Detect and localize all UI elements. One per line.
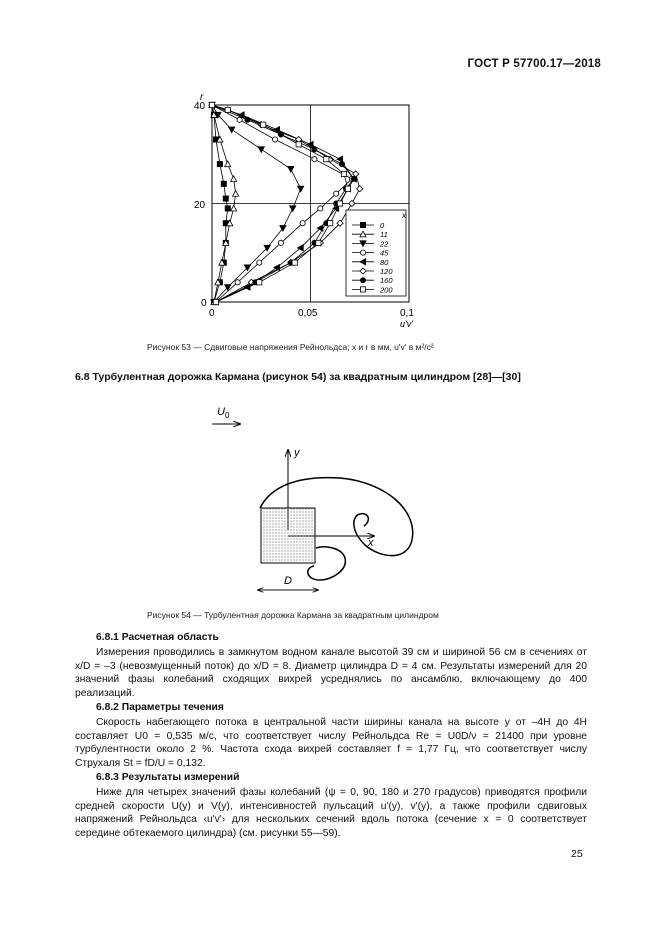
x-tick-label: 0,1	[400, 308, 414, 319]
y-axis-label: r	[200, 92, 204, 103]
data-point	[231, 205, 237, 211]
section-6-8-3-title: 6.8.3 Результаты измерений	[96, 772, 240, 783]
data-point	[225, 206, 230, 211]
data-point	[349, 200, 355, 206]
document-header: ГОСТ Р 57700.17—2018	[467, 58, 601, 70]
x-tick-label: 0	[209, 308, 215, 319]
legend-label: 0	[380, 221, 385, 230]
data-point	[237, 117, 242, 122]
karman-street-diagram	[200, 400, 420, 600]
data-point	[351, 176, 356, 181]
legend-title: x	[402, 211, 406, 220]
data-point	[225, 107, 230, 112]
data-point	[229, 127, 235, 133]
legend-marker	[360, 222, 365, 227]
chart-legend	[346, 210, 407, 296]
reynolds-stress-chart	[190, 88, 440, 330]
data-point	[258, 147, 264, 153]
section-6-8-title: 6.8 Турбулентная дорожка Кармана (рисунок 54) за квадратным цилиндром [28]—[30]	[75, 371, 521, 383]
square-cylinder	[261, 508, 315, 563]
data-point	[312, 157, 317, 162]
legend-label: 22	[380, 239, 389, 249]
data-point	[312, 147, 317, 152]
legend-label: 200	[380, 285, 393, 295]
data-point	[296, 142, 301, 147]
section-6-8-3-text: Ниже для четырех значений фазы колебаний (ψ = 0, 90, 180 и 270 градусов) приводятся профили средней скорости U(y) и V(y), интенсивностей пульсаций u'(y), v'(y), а также профили сдвиговых напряжений Рейнольдса ‹u'v'› для нескольких сечений вдоль потока (сечение x = 0 соответствует середине обтекаемого цилиндра) (см. рисунки 55—59).	[75, 787, 587, 839]
data-point	[316, 240, 321, 245]
section-6-8-1-title: 6.8.1 Расчетная область	[96, 632, 219, 643]
data-point	[290, 206, 296, 212]
legend-label: 120	[380, 267, 393, 276]
data-point	[223, 196, 228, 201]
data-point	[337, 201, 342, 206]
legend-label: 160	[380, 276, 393, 286]
legend-marker	[360, 278, 365, 283]
data-point	[345, 186, 350, 191]
legend-label: 11	[380, 230, 388, 240]
section-6-8-1-text: Измерения проводились в замкнутом водном канале высотой 39 см и шириной 56 см в сечениях от x/D = –3 (невозмущенный поток) до x/D = 8. Диаметр цилиндра D = 4 см. Результаты измерений для 20 значений фазы колебаний сходящих вихрей усреднялись по ансамблю, включающему до 400 реализаций.	[75, 647, 587, 699]
x-tick-label: 0,05	[298, 308, 318, 319]
data-point	[324, 157, 329, 162]
section-6-8-2-title: 6.8.2 Параметры течения	[96, 702, 224, 713]
data-point	[357, 186, 363, 192]
d-label: D	[284, 575, 292, 587]
data-point	[217, 162, 222, 167]
data-point	[334, 191, 339, 196]
y-tick-label: 40	[194, 101, 206, 112]
data-point	[221, 181, 226, 186]
data-point	[233, 191, 239, 197]
y-axis-label: y	[294, 447, 300, 459]
y-tick-label: 0	[201, 298, 207, 309]
x-axis-label: x	[368, 537, 374, 549]
data-point	[341, 171, 346, 176]
page-number: 25	[571, 848, 583, 860]
figure-53-caption: Рисунок 53 — Сдвиговые напряжения Рейнольдса; x и r в мм, u'v' в м²/с²	[147, 342, 434, 352]
data-point	[272, 137, 277, 142]
data-point	[261, 122, 266, 127]
data-point	[209, 102, 214, 107]
y-tick-label: 20	[194, 200, 206, 211]
legend-marker	[360, 250, 365, 255]
legend-label: 80	[380, 257, 389, 267]
data-point	[235, 280, 240, 285]
section-6-8-2-text: Скорость набегающего потока в центральной части ширины канала на высоте y от –4H до 4H составляет U0 = 0,535 м/с, что соответствует числу Рейнольдса Re = U0D/ν = 21400 при уровне турбулентности около 2 %. Частота схода вихрей составляет f = 1,77 Гц, что соответствует числу Струхаля St = fD/U = 0,132.	[75, 717, 587, 769]
data-point	[339, 162, 344, 167]
data-point	[288, 166, 294, 172]
flow-velocity-label: $U_0$	[217, 406, 230, 420]
legend-label: 45	[380, 248, 389, 258]
data-point	[328, 221, 333, 226]
data-point	[318, 206, 323, 211]
legend-marker	[360, 287, 365, 292]
data-point	[257, 280, 262, 285]
data-point	[225, 161, 231, 167]
data-point	[300, 221, 305, 226]
data-point	[278, 240, 283, 245]
x-axis-label: u'v'	[400, 319, 413, 329]
data-point	[231, 176, 237, 182]
data-point	[257, 260, 262, 265]
data-point	[292, 260, 297, 265]
figure-54-caption: Рисунок 54 — Турбулентная дорожка Кармана за квадратным цилиндром	[147, 610, 439, 620]
data-point	[213, 299, 218, 304]
data-point	[298, 186, 304, 192]
